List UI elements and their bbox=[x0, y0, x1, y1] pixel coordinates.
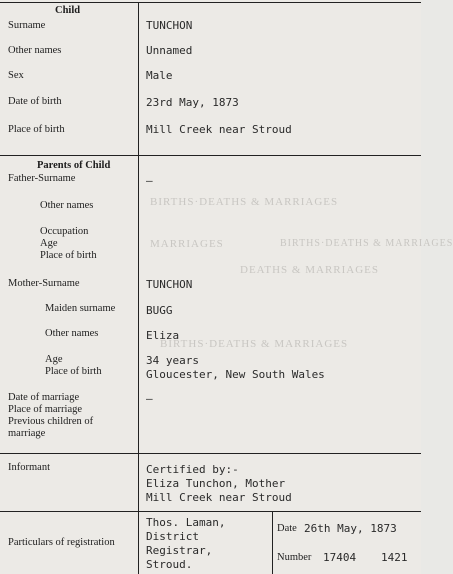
other-names-label: Other names bbox=[8, 45, 62, 56]
registrar-line: Stroud. bbox=[146, 558, 193, 571]
place-of-birth-label: Place of birth bbox=[8, 124, 65, 135]
registration-divider bbox=[272, 511, 273, 574]
informant-label: Informant bbox=[8, 462, 50, 473]
watermark-line: DEATHS & MARRIAGES bbox=[240, 264, 380, 276]
registration-number-value: 17404 bbox=[323, 551, 357, 564]
mother-place-of-birth-value: Gloucester, New South Wales bbox=[146, 368, 325, 381]
informant-line-1: Certified by:- bbox=[146, 463, 239, 476]
mother-age-label: Age bbox=[45, 354, 63, 365]
surname-label: Surname bbox=[8, 20, 46, 31]
parents-heading: Parents of Child bbox=[37, 160, 111, 171]
watermark-line: MARRIAGES bbox=[150, 238, 224, 250]
registration-date-label: Date bbox=[277, 523, 297, 534]
date-of-marriage-value: – bbox=[146, 392, 153, 405]
child-other-names-value: Unnamed bbox=[146, 44, 193, 57]
registration-date-value: 26th May, 1873 bbox=[304, 522, 397, 535]
child-surname-value: TUNCHON bbox=[146, 19, 193, 32]
father-place-of-birth-label: Place of birth bbox=[40, 250, 97, 261]
date-of-birth-label: Date of birth bbox=[8, 96, 62, 107]
registration-label: Particulars of registration bbox=[8, 537, 115, 548]
mother-age-value: 34 years bbox=[146, 354, 199, 367]
top-border bbox=[0, 2, 421, 3]
child-place-of-birth-value: Mill Creek near Stroud bbox=[146, 123, 292, 136]
mother-other-names-value: Eliza bbox=[146, 329, 180, 342]
child-sex-value: Male bbox=[146, 69, 173, 82]
watermark-line: BIRTHS·DEATHS & MARRIAGES bbox=[280, 238, 453, 249]
section-divider bbox=[0, 453, 421, 454]
maiden-surname-label: Maiden surname bbox=[45, 303, 116, 314]
section-divider bbox=[0, 511, 421, 512]
father-other-names-label: Other names bbox=[40, 200, 94, 211]
mother-surname-value: TUNCHON bbox=[146, 278, 193, 291]
place-of-marriage-label: Place of marriage bbox=[8, 404, 83, 415]
occupation-label: Occupation bbox=[40, 226, 89, 237]
father-surname-label: Father-Surname bbox=[8, 173, 76, 184]
father-surname-value: – bbox=[146, 174, 153, 187]
sex-label: Sex bbox=[8, 70, 24, 81]
registrar-line: District bbox=[146, 530, 199, 543]
watermark-line: BIRTHS·DEATHS & MARRIAGES bbox=[150, 196, 339, 208]
father-age-label: Age bbox=[40, 238, 58, 249]
previous-children-label-cont: marriage bbox=[8, 428, 46, 439]
registrar-line: Thos. Laman, bbox=[146, 516, 226, 529]
previous-children-label: Previous children of bbox=[8, 416, 94, 427]
child-date-of-birth-value: 23rd May, 1873 bbox=[146, 96, 239, 109]
registration-number-value-2: 1421 bbox=[381, 551, 408, 564]
registration-number-label: Number bbox=[277, 552, 312, 563]
maiden-surname-value: BUGG bbox=[146, 304, 173, 317]
mother-other-names-label: Other names bbox=[45, 328, 99, 339]
child-heading: Child bbox=[55, 5, 81, 16]
watermark-line: BIRTHS·DEATHS & MARRIAGES bbox=[160, 338, 349, 350]
mother-surname-label: Mother-Surname bbox=[8, 278, 80, 289]
informant-line-3: Mill Creek near Stroud bbox=[146, 491, 292, 504]
informant-line-2: Eliza Tunchon, Mother bbox=[146, 477, 286, 490]
section-divider bbox=[0, 155, 421, 156]
column-divider bbox=[138, 2, 139, 574]
registrar-line: Registrar, bbox=[146, 544, 213, 557]
mother-place-of-birth-label: Place of birth bbox=[45, 366, 102, 377]
date-of-marriage-label: Date of marriage bbox=[8, 392, 80, 403]
